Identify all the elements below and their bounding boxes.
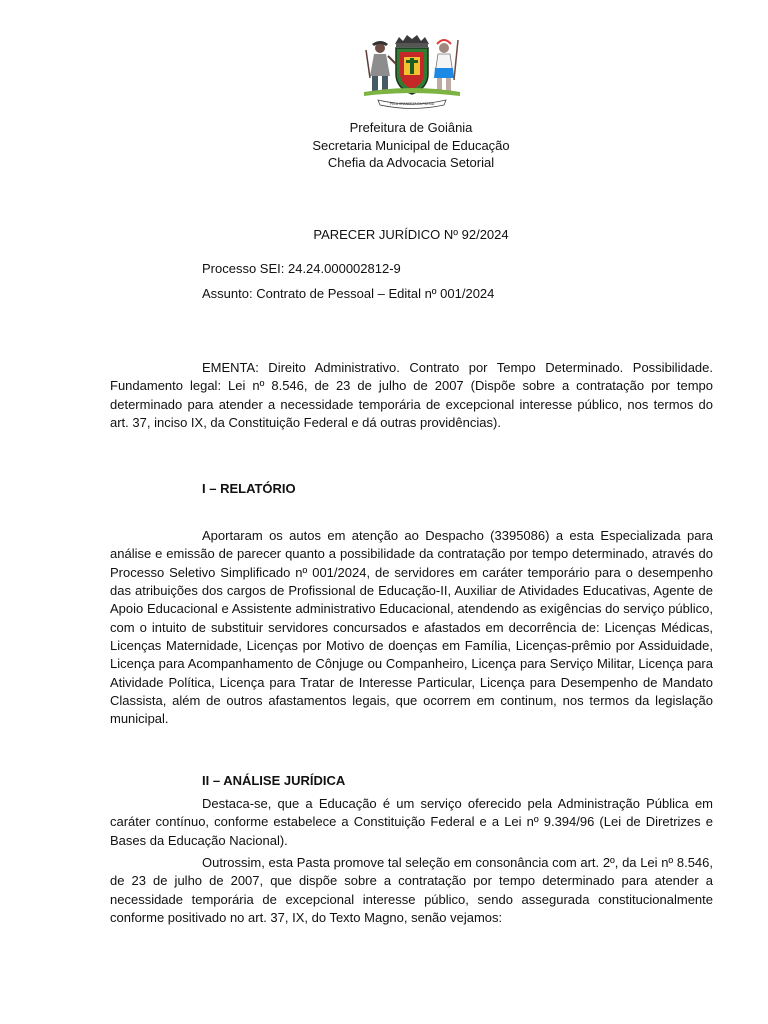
header-office: Chefia da Advocacia Setorial bbox=[327, 155, 495, 170]
subject-line: Assunto: Contrato de Pessoal – Edital nº 001/2024 bbox=[202, 286, 495, 301]
header-department: Secretaria Municipal de Educação bbox=[312, 138, 510, 153]
ementa-paragraph: EMENTA: Direito Administrativo. Contrato por Tempo Determinado. Possibilidade. Fundamento legal: Lei nº 8.546, de 23 de julho de 2007 (Dispõe sobre a contratação por tempo determinado para atender a necessidade temporária de excepcional interesse público, nos termos do art. 37, inciso IX, da Constituição Federal e dá outras providências). bbox=[110, 360, 713, 431]
analise-paragraph-1: Destaca-se, que a Educação é um serviço oferecido pela Administração Pública em caráter contínuo, conforme estabelece a Constituição Federal e a Lei nº 9.394/96 (Lei de Diretrizes e Bases da Educação Nacional). bbox=[110, 796, 713, 848]
document-title: PARECER JURÍDICO Nº 92/2024 bbox=[313, 227, 509, 242]
section-heading-analise: II – ANÁLISE JURÍDICA bbox=[202, 773, 346, 788]
coat-of-arms-seal bbox=[358, 34, 466, 110]
analise-paragraph-2: Outrossim, esta Pasta promove tal seleção em consonância com art. 2º, da Lei nº 8.546, de 23 de julho de 2007, que dispõe sobre a contratação por tempo determinado para atender a necessidade temporária de excepcional interesse público, sendo assegurada constitucionalmente conforme positivado no art. 37, IX, do Texto Magno, senão vejamos: bbox=[110, 855, 713, 926]
relatorio-paragraph: Aportaram os autos em atenção ao Despacho (3395086) a esta Especializada para análise e emissão de parecer quanto a possibilidade da contratação por tempo determinado, através do Processo Seletivo Simplificado nº 001/2024, de servidores em caráter temporário para o desempenho das atribuições dos cargos de Profissional de Educação-II, Auxiliar de Atividades Educativas, Agente de Apoio Educacional e Assistente administrativo Educacional, atendendo as exigências do serviço público, com o intuito de substituir servidores concursados e afastados em decorrência de: Licenças Médicas, Licenças Maternidade, Licenças por Motivo de doenças em Família, Licenças-prêmio por Assiduidade, Licença para Acompanhamento de Cônjuge ou Companheiro, Licença para Serviço Militar, Licença para Atividade Política, Licença para Tratar de Interesse Particular, Licença para Desempenho de Mandato Classista, além de outros afastamentos legais, que ocorrem em continum, nos termos da legislação municipal. bbox=[110, 528, 713, 727]
process-number: Processo SEI: 24.24.000002812-9 bbox=[202, 261, 401, 276]
header-org: Prefeitura de Goiânia bbox=[349, 120, 473, 135]
seal-motto: PELA GRANDEZA DA PÁTRIA bbox=[390, 102, 434, 106]
section-heading-relatorio: I – RELATÓRIO bbox=[202, 481, 296, 496]
